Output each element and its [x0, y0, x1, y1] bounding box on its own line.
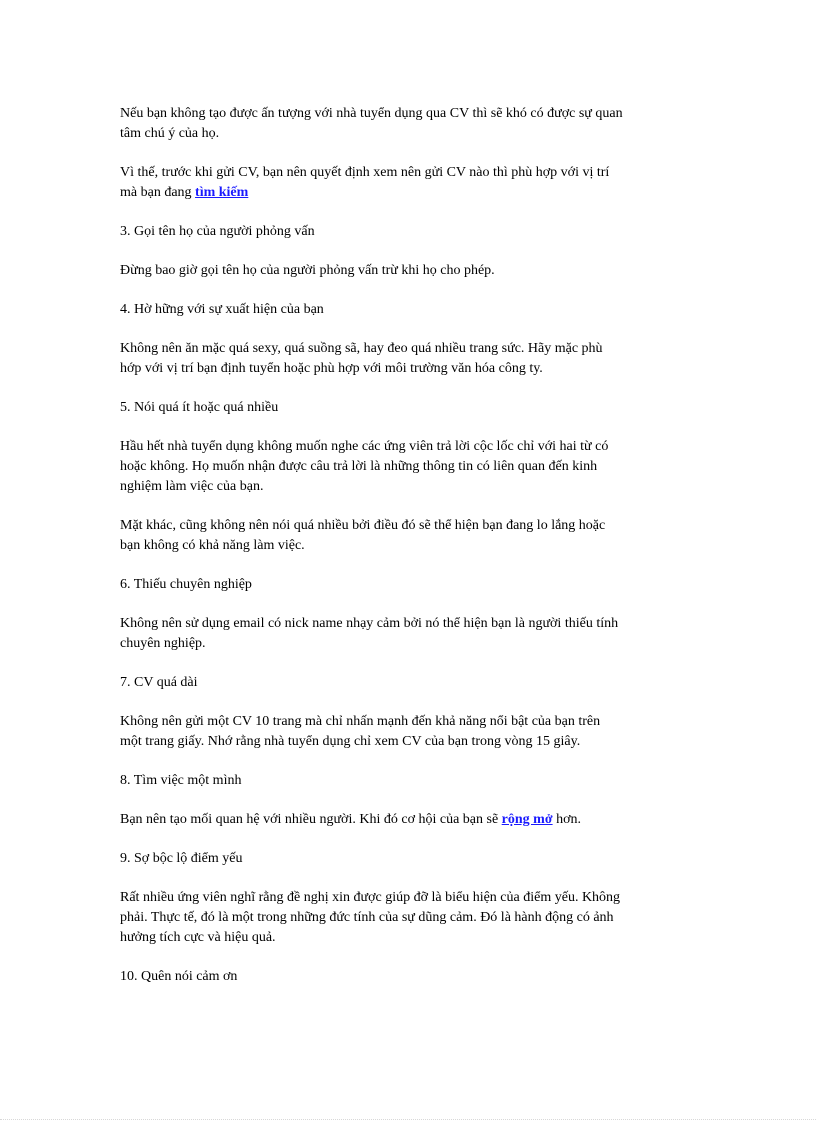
- section-heading-9: 9. Sợ bộc lộ điểm yếu: [120, 851, 243, 866]
- text-line: hoặc không. Họ muốn nhận được câu trả lời là những thông tin có liên quan đến kinh: [120, 459, 598, 474]
- text-line: Rất nhiều ứng viên nghĩ rằng đề nghị xin được giúp đỡ là biểu hiện của điểm yếu. Không: [120, 890, 621, 905]
- text-line: hơn.: [552, 812, 581, 827]
- text-line: Không nên gửi một CV 10 trang mà chỉ nhấn mạnh đến khả năng nổi bật của bạn trên: [120, 714, 601, 729]
- section-heading-3: 3. Gọi tên họ của người phỏng vấn: [120, 224, 315, 239]
- paragraph-section-8: [120, 810, 710, 830]
- text-line: tâm chú ý của họ.: [120, 126, 220, 141]
- text-line: chuyên nghiệp.: [120, 636, 206, 651]
- text-line: hớp với vị trí bạn định tuyển hoặc phù hợp với môi trường văn hóa công ty.: [120, 361, 543, 376]
- paragraph-section-4: [120, 339, 710, 379]
- paragraph-section-6: [120, 614, 710, 654]
- text-line: phải. Thực tế, đó là một trong những đức tính của sự dũng cảm. Đó là hành động có ảnh: [120, 910, 614, 925]
- paragraph-section-5b: [120, 516, 710, 556]
- link-rong-mo[interactable]: rộng mở: [501, 812, 553, 827]
- text-line: Bạn nên tạo mối quan hệ với nhiều người. Khi đó cơ hội của bạn sẽ: [120, 812, 502, 827]
- text-line: Hầu hết nhà tuyển dụng không muốn nghe các ứng viên trả lời cộc lốc chỉ với hai từ có: [120, 439, 609, 454]
- section-heading-8: 8. Tìm việc một mình: [120, 773, 242, 788]
- text-line: mà bạn đang: [120, 185, 196, 200]
- text-line: một trang giấy. Nhớ rằng nhà tuyển dụng chỉ xem CV của bạn trong vòng 15 giây.: [120, 734, 581, 749]
- section-heading-10: 10. Quên nói cảm ơn: [120, 969, 238, 984]
- section-heading-5: 5. Nói quá ít hoặc quá nhiều: [120, 400, 279, 415]
- paragraph-cv-impression: [120, 104, 710, 144]
- section-heading-6: 6. Thiếu chuyên nghiệp: [120, 577, 252, 592]
- paragraph-section-9: [120, 888, 710, 948]
- paragraph-section-3: Đừng bao giờ gọi tên họ của người phỏng vấn trừ khi họ cho phép.: [120, 263, 495, 278]
- section-heading-7: 7. CV quá dài: [120, 675, 198, 690]
- text-line: Vì thế, trước khi gửi CV, bạn nên quyết định xem nên gửi CV nào thì phù hợp với vị trí: [120, 165, 610, 180]
- text-line: Mặt khác, cũng không nên nói quá nhiều bởi điều đó sẽ thể hiện bạn đang lo lắng hoặc: [120, 518, 606, 533]
- text-line: Không nên sử dụng email có nick name nhạy cảm bởi nó thể hiện bạn là người thiếu tính: [120, 616, 619, 631]
- section-heading-4: 4. Hờ hững với sự xuất hiện của bạn: [120, 302, 324, 317]
- text-line: Không nên ăn mặc quá sexy, quá suồng sã, hay đeo quá nhiều trang sức. Hãy mặc phù: [120, 341, 603, 356]
- paragraph-choose-cv: [120, 163, 710, 203]
- page-bottom-divider: [0, 1119, 816, 1120]
- text-line: nghiệm làm việc của bạn.: [120, 479, 264, 494]
- document-body: [120, 104, 710, 1006]
- paragraph-section-5: [120, 437, 710, 497]
- text-line: hưởng tích cực và hiệu quả.: [120, 930, 276, 945]
- text-line: bạn không có khả năng làm việc.: [120, 538, 305, 553]
- paragraph-section-7: [120, 712, 710, 752]
- text-line: Nếu bạn không tạo được ấn tượng với nhà tuyển dụng qua CV thì sẽ khó có được sự quan: [120, 106, 623, 121]
- link-tim-kiem[interactable]: tìm kiếm: [195, 185, 249, 200]
